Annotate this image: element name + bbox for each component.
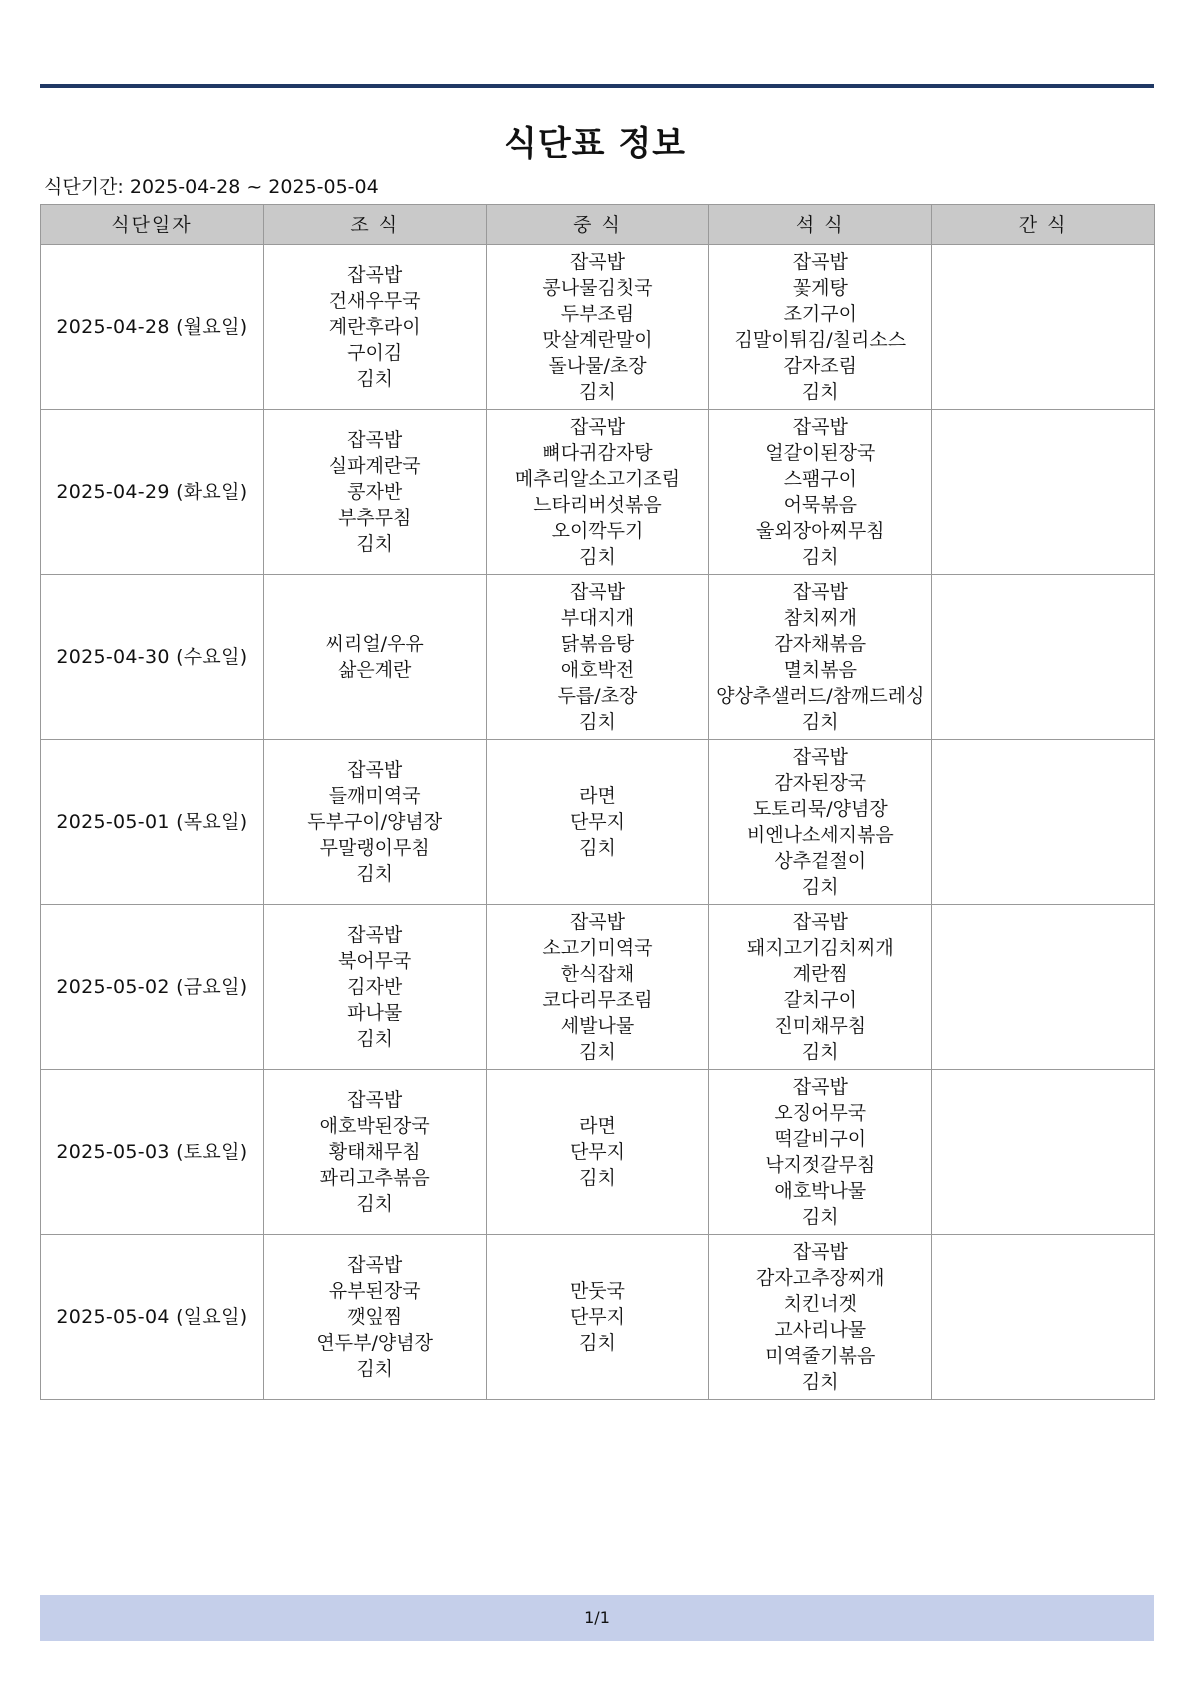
menu-item: 두릅/초장	[557, 685, 638, 707]
menu-item: 황태채무침	[328, 1141, 421, 1163]
breakfast-cell	[263, 410, 486, 575]
menu-item: 김자반	[347, 976, 403, 998]
menu-item: 감자조림	[783, 355, 857, 377]
snack-cell	[932, 1070, 1155, 1235]
breakfast-cell	[263, 905, 486, 1070]
menu-item: 양상추샐러드/참깨드레싱	[716, 685, 925, 707]
menu-item: 오징어무국	[774, 1102, 867, 1124]
page-number: 1/1	[584, 1608, 610, 1627]
menu-item: 돼지고기김치찌개	[746, 937, 894, 959]
menu-item: 두부조림	[560, 303, 635, 325]
menu-item: 감자된장국	[774, 772, 867, 794]
menu-item: 세발나물	[560, 1015, 635, 1037]
dinner-cell	[709, 410, 932, 575]
date-cell: 2025-05-02 (금요일)	[41, 905, 264, 1070]
menu-item: 잡곡밥	[347, 1254, 403, 1276]
menu-item: 김치	[579, 1041, 616, 1063]
menu-item: 잡곡밥	[792, 1076, 848, 1098]
page-footer	[40, 1595, 1154, 1641]
menu-item: 김치	[356, 863, 394, 885]
menu-item: 씨리얼/우유	[325, 633, 424, 655]
menu-item: 비엔나소세지볶음	[746, 824, 894, 846]
menu-item: 한식잡채	[560, 963, 635, 985]
date-cell: 2025-04-29 (화요일)	[41, 410, 264, 575]
lunch-cell	[486, 245, 709, 410]
menu-item: 김치	[801, 876, 839, 898]
menu-item: 김치	[579, 546, 616, 568]
table-row	[41, 410, 1155, 575]
dinner-cell	[709, 575, 932, 740]
menu-item: 콩나물김칫국	[542, 277, 653, 299]
menu-item: 삶은계란	[337, 659, 412, 681]
menu-item: 구이김	[347, 342, 403, 364]
date-cell: 2025-05-01 (목요일)	[41, 740, 264, 905]
header-dinner: 석 식	[709, 205, 932, 245]
snack-cell	[932, 410, 1155, 575]
menu-item: 갈치구이	[783, 989, 857, 1011]
menu-item: 들깨미역국	[328, 785, 421, 807]
menu-item: 유부된장국	[328, 1280, 421, 1302]
menu-item: 미역줄기볶음	[765, 1345, 876, 1367]
snack-cell	[932, 1235, 1155, 1400]
menu-item: 김말이튀김/칠리소스	[734, 329, 907, 351]
top-rule	[40, 84, 1154, 88]
menu-item: 단무지	[569, 1141, 626, 1163]
menu-item: 잡곡밥	[347, 759, 403, 781]
menu-item: 김치	[356, 1028, 394, 1050]
snack-cell	[932, 575, 1155, 740]
menu-item: 잡곡밥	[569, 251, 626, 273]
menu-item: 두부구이/양념장	[307, 811, 443, 833]
menu-item: 김치	[579, 711, 616, 733]
menu-item: 김치	[801, 1206, 839, 1228]
menu-item: 메추리알소고기조림	[514, 468, 681, 490]
menu-item: 김치	[801, 1371, 839, 1393]
table-row	[41, 245, 1155, 410]
menu-item: 돌나물/초장	[548, 355, 647, 377]
menu-item: 김치	[801, 1041, 839, 1063]
menu-item: 계란찜	[792, 963, 848, 985]
menu-item: 잡곡밥	[569, 911, 626, 933]
menu-item: 오이깍두기	[551, 520, 644, 542]
menu-item: 라면	[579, 785, 616, 807]
menu-item: 단무지	[569, 811, 626, 833]
menu-item: 김치	[579, 1332, 616, 1354]
menu-item: 단무지	[569, 1306, 626, 1328]
menu-item: 잡곡밥	[792, 251, 848, 273]
menu-item: 잡곡밥	[792, 1241, 848, 1263]
menu-item: 감자고추장찌개	[756, 1267, 885, 1289]
menu-item: 깻잎찜	[347, 1306, 403, 1328]
menu-item: 진미채무침	[774, 1015, 867, 1037]
menu-item: 잡곡밥	[347, 264, 403, 286]
menu-item: 김치	[801, 546, 839, 568]
date-cell: 2025-04-28 (월요일)	[41, 245, 264, 410]
menu-item: 꽈리고추볶음	[319, 1167, 430, 1189]
menu-item: 실파계란국	[328, 455, 421, 477]
menu-item: 잡곡밥	[792, 911, 848, 933]
date-cell: 2025-05-03 (토요일)	[41, 1070, 264, 1235]
menu-item: 계란후라이	[328, 316, 421, 338]
menu-item: 김치	[801, 711, 839, 733]
snack-cell	[932, 905, 1155, 1070]
menu-item: 애호박전	[560, 659, 635, 681]
lunch-cell	[486, 410, 709, 575]
header-breakfast: 조 식	[263, 205, 486, 245]
menu-item: 잡곡밥	[792, 746, 848, 768]
dinner-cell	[709, 1235, 932, 1400]
menu-item: 얼갈이된장국	[765, 442, 876, 464]
table-header-row	[41, 205, 1155, 245]
menu-item: 맛살계란말이	[542, 329, 653, 351]
table-row	[41, 1070, 1155, 1235]
lunch-cell	[486, 1235, 709, 1400]
lunch-cell	[486, 740, 709, 905]
menu-item: 파나물	[347, 1002, 403, 1024]
menu-item: 만둣국	[569, 1280, 626, 1302]
dinner-cell	[709, 1070, 932, 1235]
menu-item: 잡곡밥	[569, 581, 626, 603]
dinner-cell	[709, 245, 932, 410]
menu-item: 잡곡밥	[792, 581, 848, 603]
menu-item: 잡곡밥	[569, 416, 626, 438]
header-snack: 간 식	[932, 205, 1155, 245]
table-row	[41, 740, 1155, 905]
menu-item: 부추무침	[337, 507, 412, 529]
menu-item: 김치	[801, 381, 839, 403]
table-row	[41, 905, 1155, 1070]
menu-item: 김치	[356, 533, 394, 555]
lunch-cell	[486, 905, 709, 1070]
meal-table	[40, 204, 1155, 1400]
page-title: 식단표 정보	[503, 124, 687, 164]
menu-item: 멸치볶음	[783, 659, 857, 681]
menu-item: 뼈다귀감자탕	[542, 442, 653, 464]
header-lunch: 중 식	[486, 205, 709, 245]
menu-item: 잡곡밥	[347, 924, 403, 946]
menu-item: 상추겉절이	[774, 850, 867, 872]
menu-item: 애호박된장국	[319, 1115, 430, 1137]
menu-item: 무말랭이무침	[319, 837, 430, 859]
lunch-cell	[486, 1070, 709, 1235]
menu-item: 애호박나물	[774, 1180, 867, 1202]
menu-item: 잡곡밥	[347, 1089, 403, 1111]
menu-item: 낙지젓갈무침	[765, 1154, 876, 1176]
menu-item: 울외장아찌무침	[756, 520, 885, 542]
menu-item: 느타리버섯볶음	[533, 494, 662, 516]
breakfast-cell	[263, 1070, 486, 1235]
menu-item: 잡곡밥	[792, 416, 848, 438]
menu-item: 김치	[356, 1358, 394, 1380]
menu-item: 참치찌개	[783, 607, 857, 629]
table-row	[41, 1235, 1155, 1400]
menu-item: 김치	[579, 837, 616, 859]
snack-cell	[932, 245, 1155, 410]
table-body	[41, 245, 1155, 1400]
menu-item: 건새우무국	[328, 290, 421, 312]
lunch-cell	[486, 575, 709, 740]
snack-cell	[932, 740, 1155, 905]
menu-item: 라면	[579, 1115, 616, 1137]
date-cell: 2025-05-04 (일요일)	[41, 1235, 264, 1400]
menu-item: 고사리나물	[774, 1319, 867, 1341]
menu-item: 김치	[356, 368, 394, 390]
menu-item: 김치	[579, 1167, 616, 1189]
menu-item: 연두부/양념장	[316, 1332, 433, 1354]
menu-item: 도토리묵/양념장	[752, 798, 888, 820]
breakfast-cell	[263, 245, 486, 410]
dinner-cell	[709, 905, 932, 1070]
menu-item: 부대지개	[560, 607, 635, 629]
menu-item: 김치	[579, 381, 616, 403]
menu-item: 소고기미역국	[542, 937, 653, 959]
header-date: 식단일자	[41, 205, 264, 245]
table-row	[41, 575, 1155, 740]
menu-item: 잡곡밥	[347, 429, 403, 451]
dinner-cell	[709, 740, 932, 905]
menu-item: 북어무국	[337, 950, 412, 972]
date-cell: 2025-04-30 (수요일)	[41, 575, 264, 740]
menu-item: 콩자반	[347, 481, 403, 503]
breakfast-cell	[263, 740, 486, 905]
menu-item: 떡갈비구이	[774, 1128, 867, 1150]
menu-item: 꽃게탕	[792, 277, 848, 299]
menu-item: 감자채볶음	[774, 633, 867, 655]
breakfast-cell	[263, 575, 486, 740]
menu-item: 닭볶음탕	[560, 633, 635, 655]
menu-item: 어묵볶음	[783, 494, 857, 516]
menu-item: 김치	[356, 1193, 394, 1215]
menu-item: 치킨너겟	[783, 1293, 857, 1315]
meal-period: 식단기간: 2025-04-28 ~ 2025-05-04	[44, 176, 379, 198]
menu-item: 조기구이	[783, 303, 857, 325]
breakfast-cell	[263, 1235, 486, 1400]
menu-item: 스팸구이	[783, 468, 857, 490]
menu-item: 코다리무조림	[542, 989, 653, 1011]
